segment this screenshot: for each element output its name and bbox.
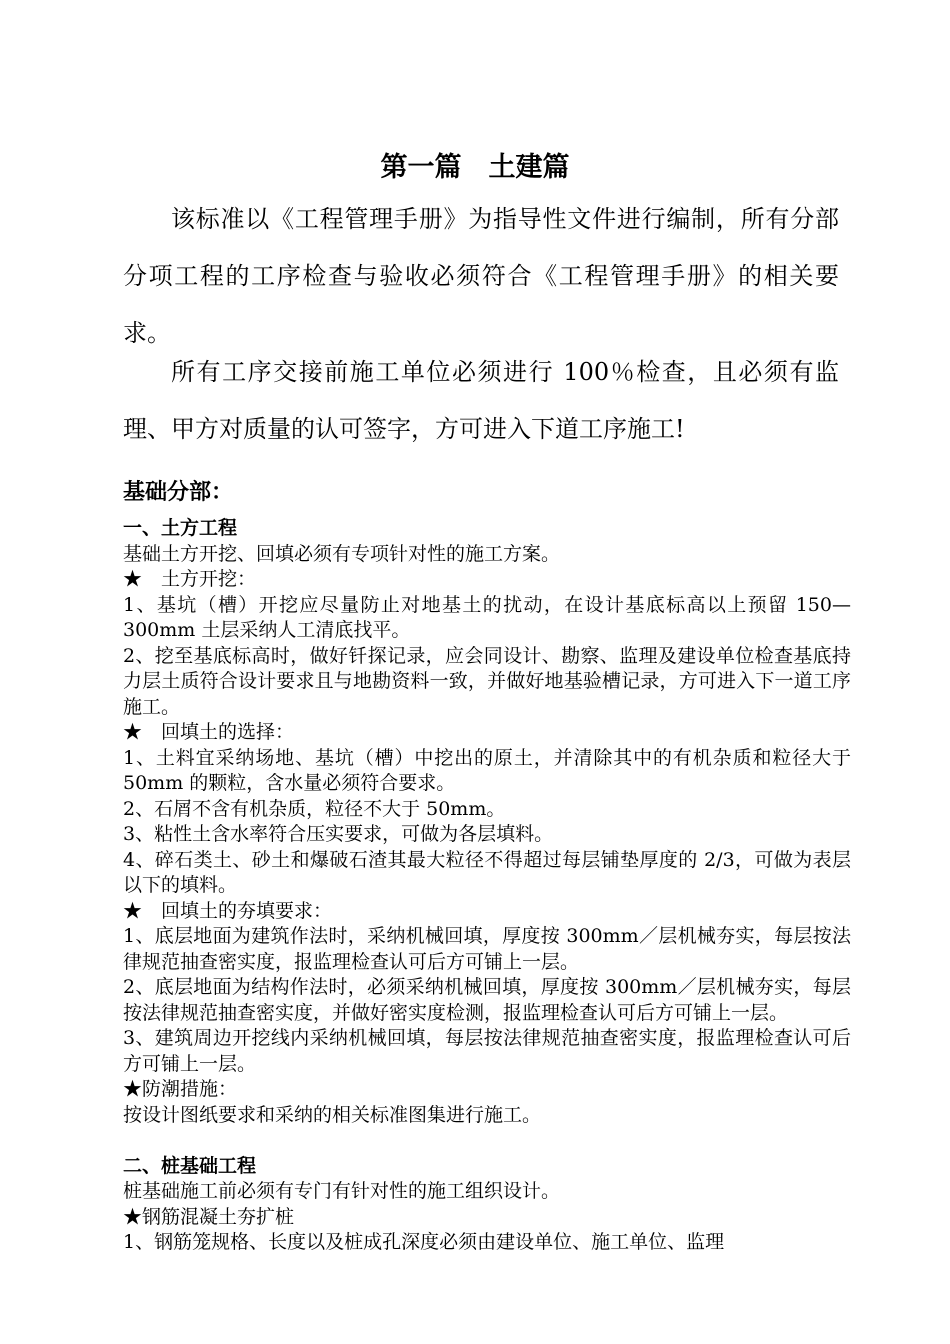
- intro-paragraph-2: 所有工序交接前施工单位必须进行 100％检查，且必须有监理、甲方对质量的认可签字，方可进入下道工序施工!: [123, 358, 839, 443]
- compaction-title: ★ 回填土的夯填要求：: [123, 899, 333, 922]
- excavation-item-1: 1、基坑（槽）开挖应尽量防止对地基土的扰动，在设计基底标高以上预留 150—300mm 土层采纳人工清底找平。: [123, 593, 851, 641]
- backfill-select-title: ★ 回填土的选择：: [123, 721, 295, 743]
- pile-heading: 二、桩基础工程: [123, 1154, 257, 1177]
- backfill-select-item-3: 3、粘性土含水率符合压实要求，可做为各层填料。: [123, 823, 554, 845]
- intro-paragraph-1: 该标准以《工程管理手册》为指导性文件进行编制，所有分部分项工程的工序检查与验收必须符合《工程管理手册》的相关要求。: [123, 205, 839, 347]
- backfill-select-item-4: 4、碎石类土、砂土和爆破石渣其最大粒径不得超过每层铺垫厚度的 2/3，可做为表层以下的填料。: [123, 848, 851, 896]
- moisture-item-1: 按设计图纸要求和采纳的相关标准图集进行施工。: [123, 1103, 542, 1126]
- backfill-select-item-2: 2、石屑不含有机杂质，粒径不大于 50mm。: [123, 797, 506, 820]
- compaction-item-3: 3、建筑周边开挖线内采纳机械回填，每层按法律规范抽查密实度，报监理检查认可后方可铺上一层。: [123, 1027, 851, 1075]
- paragraph-gap: [123, 1128, 851, 1154]
- pile-intro: 桩基础施工前必须有专门有针对性的施工组织设计。: [123, 1180, 561, 1202]
- document-title: 第一篇 土建篇: [380, 152, 570, 183]
- earthwork-intro: 基础土方开挖、回填必须有专项针对性的施工方案。: [123, 542, 561, 565]
- excavation-title: ★ 土方开挖：: [123, 568, 257, 590]
- backfill-select-item-1: 1、土料宜采纳场地、基坑（槽）中挖出的原土，并清除其中的有机杂质和粒径大于 50mm 的颗粒，含水量必须符合要求。: [123, 746, 851, 794]
- compaction-item-2: 2、底层地面为结构作法时，必须采纳机械回填，厚度按 300mm／层机械夯实，每层按法律规范抽查密实度，并做好密实度检测，报监理检查认可后方可铺上一层。: [123, 976, 851, 1024]
- earthwork-heading: 一、土方工程: [123, 517, 238, 539]
- moisture-title: ★防潮措施：: [123, 1078, 238, 1100]
- rc-pile-title: ★钢筋混凝土夯扩桩: [123, 1205, 295, 1228]
- rc-pile-item-1: 1、钢筋笼规格、长度以及桩成孔深度必须由建设单位、施工单位、监理: [123, 1231, 725, 1253]
- compaction-item-1: 1、底层地面为建筑作法时，采纳机械回填，厚度按 300mm／层机械夯实，每层按法律规范抽查密实度，报监理检查认可后方可铺上一层。: [123, 925, 851, 973]
- document-body: [123, 516, 851, 1256]
- section-title: 基础分部：: [123, 480, 234, 505]
- excavation-item-2: 2、挖至基底标高时，做好钎探记录，应会同设计、勘察、监理及建设单位检查基底持力层土质符合设计要求且与地勘资料一致，并做好地基验槽记录，方可进入下一道工序施工。: [123, 644, 851, 718]
